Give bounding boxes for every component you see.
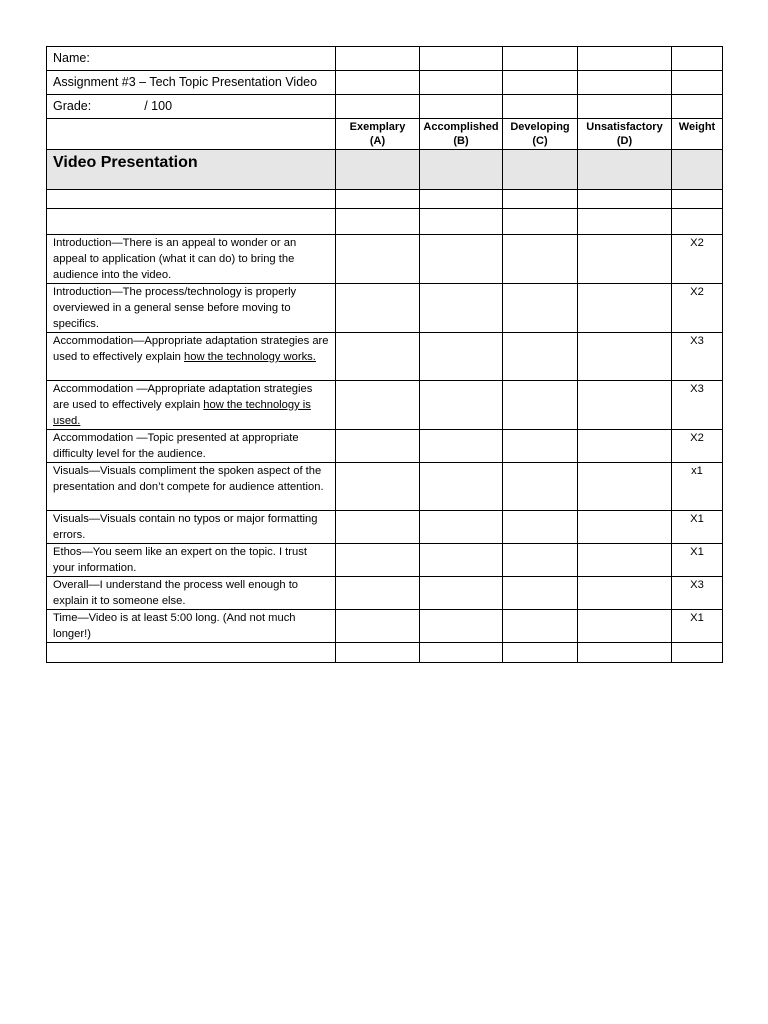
weight-value: X2 bbox=[672, 235, 723, 284]
table-row bbox=[47, 610, 723, 643]
criterion-text: Visuals—Visuals contain no typos or major formatting errors. bbox=[47, 511, 336, 544]
grade-label: Grade: bbox=[53, 99, 92, 113]
assignment-title: Assignment #3 – Tech Topic Presentation Video bbox=[47, 71, 336, 95]
blank-row bbox=[47, 190, 723, 209]
weight-value: X3 bbox=[672, 333, 723, 381]
col-unsatisfactory: Unsatisfactory (D) bbox=[578, 119, 672, 150]
criterion-text: Accommodation—Appropriate adaptation strategies are used to effectively explain how the technology works. bbox=[47, 333, 336, 381]
table-row bbox=[47, 284, 723, 333]
underlined-phrase: how the technology works. bbox=[184, 351, 316, 363]
table-row bbox=[47, 577, 723, 610]
column-header-row bbox=[47, 119, 723, 150]
table-row bbox=[47, 430, 723, 463]
weight-value: x1 bbox=[672, 463, 723, 511]
criterion-text: Ethos—You seem like an expert on the topic. I trust your information. bbox=[47, 544, 336, 577]
criterion-text: Accommodation —Appropriate adaptation strategies are used to effectively explain how the technology is used. bbox=[47, 381, 336, 430]
table-row bbox=[47, 544, 723, 577]
weight-value: X1 bbox=[672, 610, 723, 643]
col-accomplished: Accomplished (B) bbox=[420, 119, 503, 150]
table-row bbox=[47, 511, 723, 544]
weight-value: X2 bbox=[672, 430, 723, 463]
section-title: Video Presentation bbox=[47, 150, 336, 190]
grade-row bbox=[47, 95, 723, 119]
table-row bbox=[47, 463, 723, 511]
criterion-text: Time—Video is at least 5:00 long. (And not much longer!) bbox=[47, 610, 336, 643]
section-row bbox=[47, 150, 723, 190]
grade-cell bbox=[47, 95, 336, 119]
criterion-text: Introduction—The process/technology is properly overviewed in a general sense before moving to specifics. bbox=[47, 284, 336, 333]
col-exemplary: Exemplary (A) bbox=[336, 119, 420, 150]
table-row bbox=[47, 333, 723, 381]
criterion-text: Overall—I understand the process well enough to explain it to someone else. bbox=[47, 577, 336, 610]
col-weight: Weight bbox=[672, 119, 723, 150]
weight-value: X1 bbox=[672, 511, 723, 544]
table-row bbox=[47, 381, 723, 430]
criterion-text: Visuals—Visuals compliment the spoken aspect of the presentation and don’t compete for audience attention. bbox=[47, 463, 336, 511]
name-row bbox=[47, 47, 723, 71]
weight-value: X1 bbox=[672, 544, 723, 577]
name-label: Name: bbox=[47, 47, 336, 71]
rubric-table bbox=[46, 46, 723, 663]
blank-row bbox=[47, 209, 723, 235]
criterion-text: Introduction—There is an appeal to wonder or an appeal to application (what it can do) to bring the audience into the video. bbox=[47, 235, 336, 284]
weight-value: X2 bbox=[672, 284, 723, 333]
weight-value: X3 bbox=[672, 577, 723, 610]
col-developing: Developing (C) bbox=[503, 119, 578, 150]
grade-total: / 100 bbox=[144, 99, 173, 113]
table-row bbox=[47, 235, 723, 284]
weight-value: X3 bbox=[672, 381, 723, 430]
assignment-row bbox=[47, 71, 723, 95]
blank-row bbox=[47, 643, 723, 663]
underlined-phrase: how the technology is used. bbox=[53, 399, 311, 427]
criterion-text: Accommodation —Topic presented at appropriate difficulty level for the audience. bbox=[47, 430, 336, 463]
